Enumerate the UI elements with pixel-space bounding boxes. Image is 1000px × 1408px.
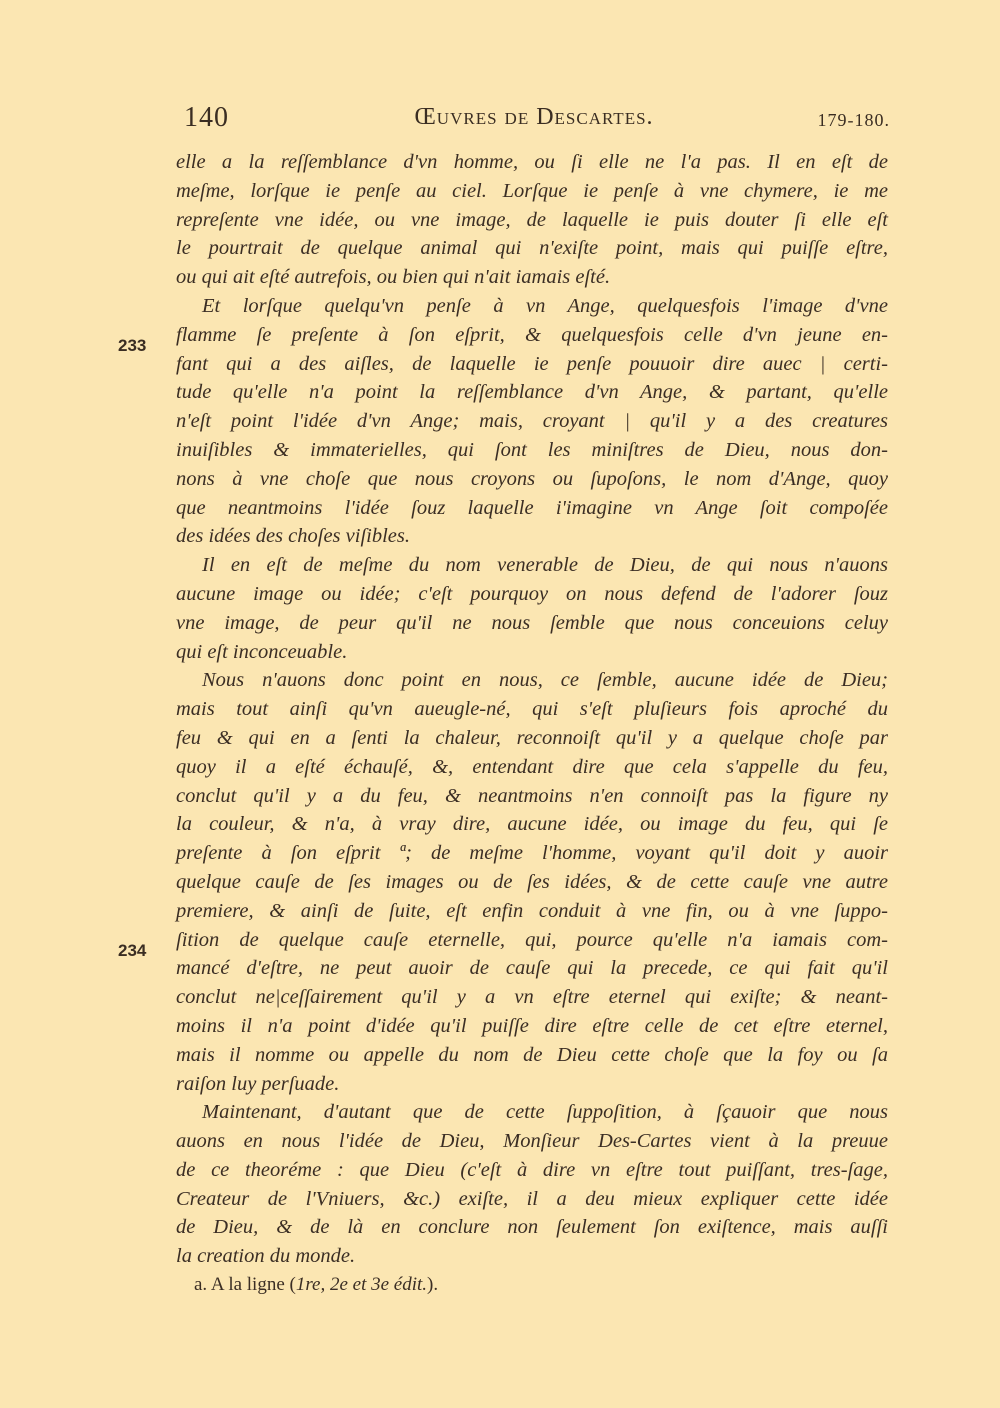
text-line: ou qui ait eſté autrefois, ou bien qui n'ait iamais eſté.	[176, 266, 611, 289]
text-line: n'eſt point l'idée d'vn Ange; mais, croyant | qu'il y a des creatures	[176, 410, 888, 433]
text-line: mais tout ainſi qu'vn aueugle-né, qui s'eſt pluſieurs fois aproché du	[176, 698, 888, 721]
text-line: mais il nomme ou appelle du nom de Dieu cette choſe que la foy ou ſa	[176, 1043, 888, 1066]
footnote-text-start: A la ligne (	[210, 1274, 296, 1295]
text-line: la couleur, & n'a, à vray dire, aucune idée, ou image du feu, qui ſe	[176, 813, 888, 836]
text-line: Createur de l'Vniuers, &c.) exiſte, il a deu mieux expliquer cette idée	[176, 1187, 888, 1210]
text-line: qui eſt inconceuable.	[176, 640, 348, 663]
running-title: Œuvres de Descartes.	[414, 104, 654, 130]
text-line: tude qu'elle n'a point la reſſemblance d'vn Ange, & partant, qu'elle	[176, 381, 888, 404]
text-line: le pourtrait de quelque animal qui n'exiſte point, mais qui puiſſe eſtre,	[176, 237, 888, 260]
text-line: Et lorſque quelqu'vn penſe à vn Ange, quelquesfois l'image d'vne	[202, 294, 888, 317]
text-line: mancé d'eſtre, ne peut auoir de cauſe qui la precede, ce qui fait qu'il	[176, 957, 888, 980]
margin-number-233: 233	[118, 336, 147, 355]
footnote-editions: 1re, 2e et 3e édit.	[295, 1274, 428, 1295]
footnote-text-end: ).	[427, 1274, 439, 1295]
text-line: Maintenant, d'autant que de cette ſuppoſition, à ſçauoir que nous	[202, 1101, 888, 1124]
text-line: Nous n'auons donc point en nous, ce ſemble, aucune idée de Dieu;	[202, 669, 888, 692]
text-line: des idées des choſes viſibles.	[176, 525, 410, 548]
text-line: auons en nous l'idée de Dieu, Monſieur Des-Cartes vient à la preuue	[176, 1130, 888, 1153]
text-line: fant qui a des aiſles, de laquelle ie penſe pouuoir dire auec | certi-	[176, 352, 888, 375]
margin-number-234: 234	[118, 941, 147, 960]
text-line: vne image, de peur qu'il ne nous ſemble que nous conceuions celuy	[176, 611, 888, 634]
text-line: preſente à ſon eſprit ª; de meſme l'homme, voyant qu'il doit y auoir	[176, 842, 888, 865]
text-line: quelque cauſe de ſes images ou de ſes idées, & de cette cauſe vne autre	[176, 870, 888, 893]
text-line: raiſon luy perſuade.	[176, 1072, 340, 1095]
text-line: quoy il a eſté échauſé, &, entendant dire que cela s'appelle du feu,	[176, 755, 888, 778]
text-line: de Dieu, & de là en conclure non ſeulement ſon exiſtence, mais auſſi	[176, 1216, 888, 1239]
text-line: conclut ne|ceſſairement qu'il y a vn eſtre eternel qui exiſte; & neant-	[176, 986, 888, 1009]
text-line: la creation du monde.	[176, 1245, 356, 1268]
text-line: que neantmoins l'idée ſouz laquelle i'imagine vn Ange ſoit compoſée	[176, 496, 888, 519]
footnote	[194, 1274, 438, 1296]
text-line: ſition de quelque cauſe eternelle, qui, pource qu'elle n'a iamais com-	[176, 928, 888, 951]
text-line: feu & qui en a ſenti la chaleur, reconnoiſt qu'il y a quelque choſe par	[176, 726, 888, 749]
page-number: 140	[184, 102, 229, 133]
text-line: de ce theoréme : que Dieu (c'eſt à dire vn eſtre tout puiſſant, tres-ſage,	[176, 1158, 888, 1181]
text-line: flamme ſe preſente à ſon eſprit, & quelquesfois celle d'vn jeune en-	[176, 323, 888, 346]
text-line: Il en eſt de meſme du nom venerable de Dieu, de qui nous n'auons	[202, 554, 888, 577]
text-line: moins il n'a point d'idée qu'il puiſſe dire eſtre celle de cet eſtre eternel,	[176, 1014, 888, 1037]
text-line: elle a la reſſemblance d'vn homme, ou ſi elle ne l'a pas. Il en eſt de	[176, 151, 888, 173]
text-line: meſme, lorſque ie penſe au ciel. Lorſque ie penſe à vne chymere, ie me	[176, 179, 888, 202]
body-text	[176, 148, 888, 1271]
running-header	[178, 100, 890, 140]
text-line: nons à vne choſe que nous croyons ou ſupoſons, le nom d'Ange, quoy	[176, 467, 888, 490]
footnote-marker: a.	[194, 1274, 208, 1295]
text-line: conclut qu'il y a du feu, & neantmoins n'en connoiſt pas la figure ny	[176, 784, 888, 807]
text-line: aucune image ou idée; c'eſt pourquoy on nous defend de l'adorer ſouz	[176, 582, 888, 605]
page-reference: 179-180.	[817, 110, 890, 130]
text-line: repreſente vne idée, ou vne image, de laquelle ie puis douter ſi elle eſt	[176, 208, 888, 231]
text-line: premiere, & ainſi de ſuite, eſt enfin conduit à vne fin, ou à vne ſuppo-	[176, 899, 888, 922]
text-line: inuiſibles & immaterielles, qui ſont les miniſtres de Dieu, nous don-	[176, 438, 888, 461]
